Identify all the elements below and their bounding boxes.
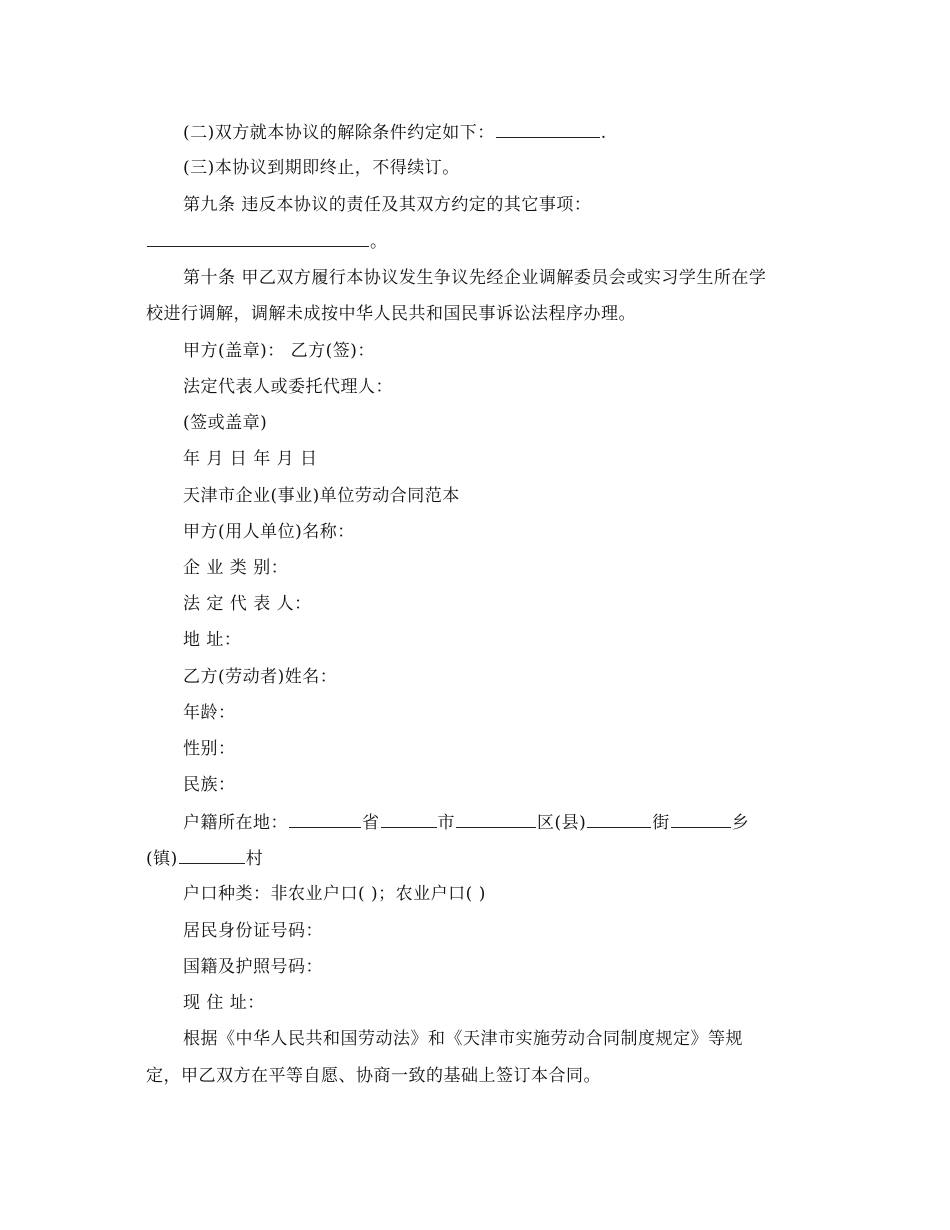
district-label: 区(县) xyxy=(537,813,587,833)
clause-9: 第九条 违反本协议的责任及其双方约定的其它事项： xyxy=(183,195,592,215)
contract-title: 天津市企业(事业)单位劳动合同范本 xyxy=(183,486,460,506)
employee-name-label: 乙方(劳动者)姓名： xyxy=(183,667,338,687)
clause-8-3: (三)本协议到期即终止，不得续订。 xyxy=(183,158,460,178)
age-label: 年龄： xyxy=(183,703,236,723)
household-type-label: 户口种类：非农业户口( )；农业户口( ) xyxy=(183,884,486,904)
fill-blank xyxy=(289,811,361,828)
fill-blank xyxy=(147,230,369,247)
fill-blank xyxy=(587,811,651,828)
clause-8-2-text: (二)双方就本协议的解除条件约定如下： xyxy=(183,123,495,143)
fill-blank xyxy=(179,847,245,864)
clause-9-end: 。 xyxy=(370,232,388,252)
current-address-label: 现 住 址： xyxy=(183,993,265,1013)
clause-10-line1: 第十条 甲乙双方履行本协议发生争议先经企业调解委员会或实习学生所在学 xyxy=(183,268,767,288)
household-registration-line1 xyxy=(183,811,749,834)
gender-label: 性别： xyxy=(183,739,236,759)
household-registration-line2 xyxy=(146,847,263,870)
fill-blank xyxy=(496,121,600,138)
clause-9-blank xyxy=(146,230,388,253)
province-label: 省 xyxy=(362,813,380,833)
village-label: 村 xyxy=(245,849,264,869)
ethnicity-label: 民族： xyxy=(183,775,236,795)
enterprise-type-label: 企 业 类 别： xyxy=(183,558,289,578)
fill-blank xyxy=(671,811,731,828)
household-label: 户籍所在地： xyxy=(183,813,288,833)
fill-blank xyxy=(456,811,536,828)
clause-10-line2: 校进行调解，调解未成按中华人民共和国民事诉讼法程序办理。 xyxy=(146,304,636,324)
preamble-line1: 根据《中华人民共和国劳动法》和《天津市实施劳动合同制度规定》等规 xyxy=(183,1029,743,1049)
legal-rep-label: 法 定 代 表 人： xyxy=(183,594,312,614)
clause-8-2-end: . xyxy=(600,123,607,143)
township-label: 乡 xyxy=(731,813,750,833)
signature-dates: 年 月 日 年 月 日 xyxy=(183,449,318,469)
employer-name-label: 甲方(用人单位)名称： xyxy=(183,522,355,542)
clause-8-2 xyxy=(183,121,607,144)
signature-parties: 甲方(盖章)： 乙方(签)： xyxy=(183,341,375,361)
preamble-line2: 定，甲乙双方在平等自愿、协商一致的基础上签订本合同。 xyxy=(146,1066,601,1086)
city-label: 市 xyxy=(437,813,455,833)
legal-representative: 法定代表人或委托代理人： xyxy=(183,377,393,397)
fill-blank xyxy=(381,811,437,828)
nationality-passport-label: 国籍及护照号码： xyxy=(183,957,323,977)
street-label: 街 xyxy=(652,813,670,833)
town-label: (镇) xyxy=(146,849,178,869)
sign-or-seal: (签或盖章) xyxy=(183,413,268,433)
address-label: 地 址： xyxy=(183,630,242,650)
id-number-label: 居民身份证号码： xyxy=(183,921,323,941)
